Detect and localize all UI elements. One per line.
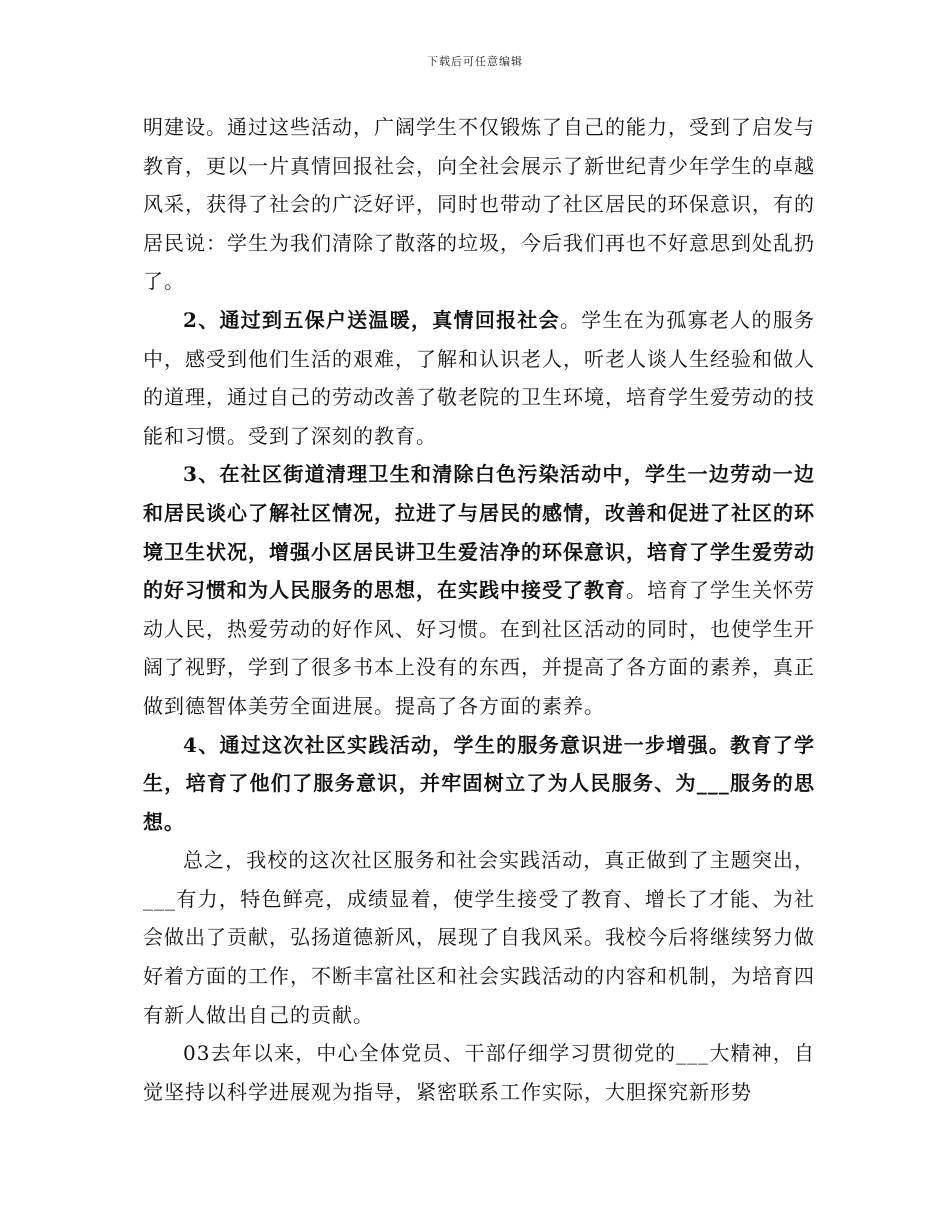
paragraph-5-text: 总之，我校的这次社区服务和社会实践活动，真正做到了主题突出，___有力，特色鲜亮，成绩显着，使学生接受了教育、增长了才能、为社会做出了贡献，弘扬道德新风，展现了自我风采。我校今后将继续努力做好着方面的工作，不断丰富社区和社会实践活动的内容和机制，为培育四有新人做出自己的贡献。	[143, 848, 815, 1027]
document-body	[143, 108, 815, 1111]
paragraph-2	[143, 301, 815, 455]
paragraph-6-text: 03去年以来，中心全体党员、干部仔细学习贯彻党的___大精神，自觉坚持以科学进展观为指导，紧密联系工作实际，大胆探究新形势	[143, 1041, 815, 1104]
paragraph-1-text: 明建设。通过这些活动，广阔学生不仅锻炼了自己的能力，受到了启发与教育，更以一片真情回报社会，向全社会展示了新世纪青少年学生的卓越风采，获得了社会的广泛好评，同时也带动了社区居民的环保意识，有的居民说：学生为我们清除了散落的垃圾，今后我们再也不好意思到处乱扔了。	[143, 115, 815, 294]
paragraph-3-heading: 3、在社区街道清理卫生和清除白色污染活动中，学生一边劳动一边和居民谈心了解社区情况，拉进了与居民的感情，改善和促进了社区的环境卫生状况，增强小区居民讲卫生爱洁净的环保意识，培育了学生爱劳动的好习惯和为人民服务的思想，在实践中接受了教育	[143, 462, 815, 603]
paragraph-1	[143, 108, 815, 301]
paragraph-3-text: 。培育了学生关怀劳动人民，热爱劳动的好作风、好习惯。在到社区活动的同时，也使学生开阔了视野，学到了很多书本上没有的东西，并提高了各方面的素养，真正做到德智体美劳全面进展。提高了各方面的素养。	[143, 578, 815, 718]
paragraph-4	[143, 726, 815, 842]
page-header: 下载后可任意编辑	[427, 55, 523, 68]
paragraph-4-heading: 4、通过这次社区实践活动，学生的服务意识进一步增强。教育了学生，培育了他们了服务意识，并牢固树立了为人民服务、为___服务的思想。	[143, 732, 815, 834]
paragraph-3	[143, 455, 815, 725]
paragraph-5	[143, 841, 815, 1034]
paragraph-2-text: 。学生在为孤寡老人的服务中，感受到他们生活的艰难，了解和认识老人，听老人谈人生经验和做人的道理，通过自己的劳动改善了敬老院的卫生环境，培育学生爱劳动的技能和习惯。受到了深刻的教育。	[143, 307, 816, 448]
paragraph-2-heading: 2、通过到五保户送温暖，真情回报社会	[183, 307, 560, 332]
paragraph-6	[143, 1034, 815, 1111]
